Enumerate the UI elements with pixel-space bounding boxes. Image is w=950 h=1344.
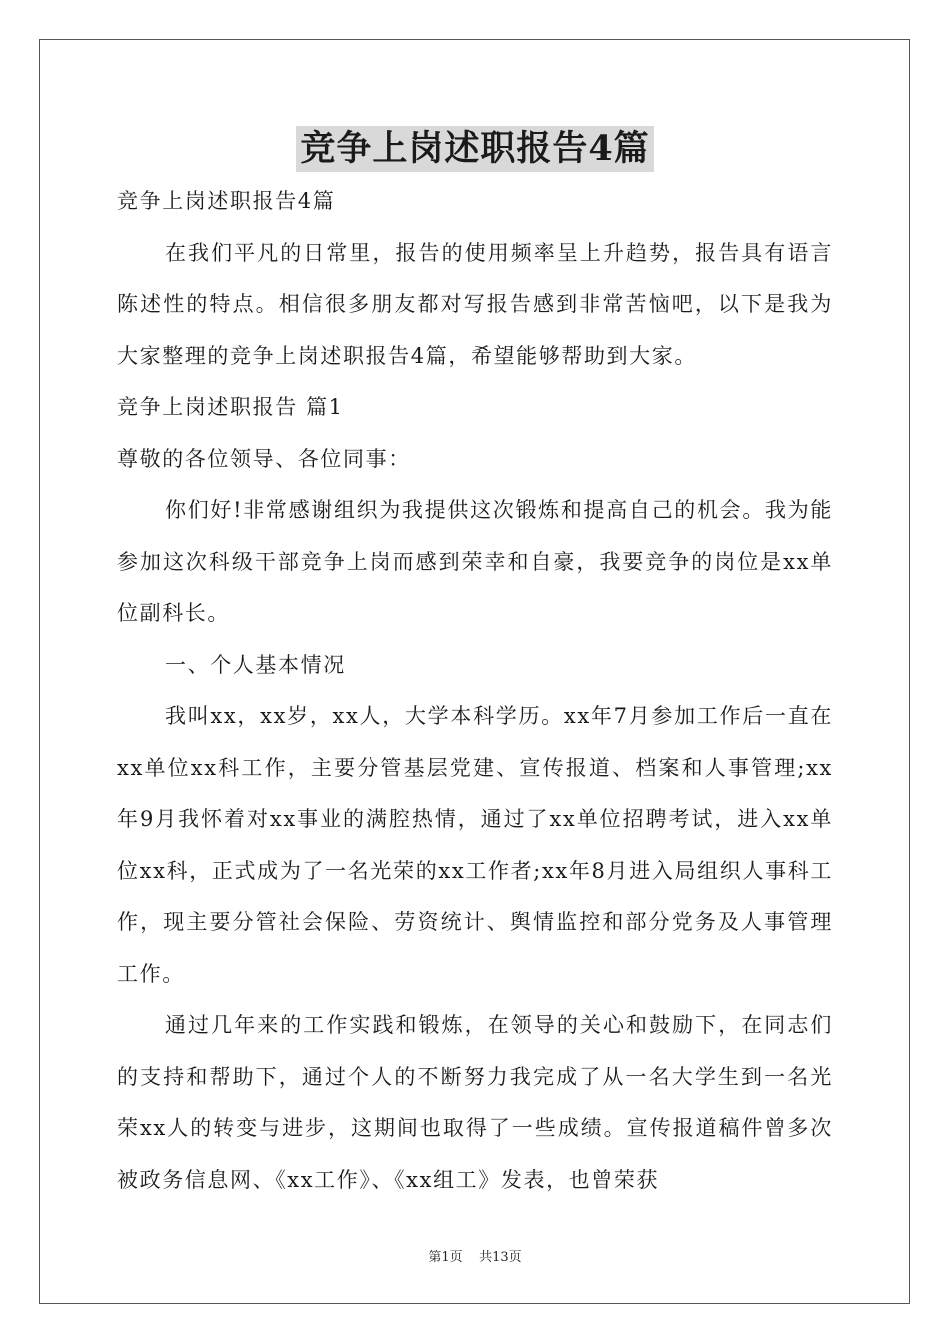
section-heading: 竞争上岗述职报告 篇1: [117, 395, 344, 419]
body-paragraph: 通过几年来的工作实践和锻炼，在领导的关心和鼓励下，在同志们的支持和帮助下，通过个人的不断努力我完成了从一名大学生到一名光荣xx人的转变与进步，这期间也取得了一些成绩。宣传报道稿件曾多次被政务信息网、《xx工作》、《xx组工》发表，也曾荣获: [117, 1013, 833, 1192]
document-title-text: 竞争上岗述职报告4篇: [296, 126, 653, 172]
subsection-heading: 一、个人基本情况: [165, 652, 346, 677]
document-body: [117, 176, 833, 1206]
page-number: 第1页 共13页: [428, 1250, 522, 1265]
document-title: [0, 126, 950, 172]
body-paragraph: 在我们平凡的日常里，报告的使用频率呈上升趋势，报告具有语言陈述性的特点。相信很多朋友都对写报告感到非常苦恼吧，以下是我为大家整理的竞争上岗述职报告4篇，希望能够帮助到大家。: [117, 240, 833, 368]
body-paragraph: 竞争上岗述职报告4篇: [117, 189, 336, 213]
page-footer: [0, 1246, 950, 1265]
body-paragraph: 你们好!非常感谢组织为我提供这次锻炼和提高自己的机会。我为能参加这次科级干部竞争上岗而感到荣幸和自豪，我要竞争的岗位是xx单位副科长。: [117, 498, 833, 625]
salutation: 尊敬的各位领导、各位同事：: [117, 446, 411, 471]
body-paragraph: 我叫xx，xx岁，xx人，大学本科学历。xx年7月参加工作后一直在xx单位xx科工作，主要分管基层党建、宣传报道、档案和人事管理;xx年9月我怀着对xx事业的满腔热情，通过了xx单位招聘考试，进入xx单位xx科，正式成为了一名光荣的xx工作者;xx年8月进入局组织人事科工作，现主要分管社会保险、劳资统计、舆情监控和部分党务及人事管理工作。: [117, 704, 833, 986]
